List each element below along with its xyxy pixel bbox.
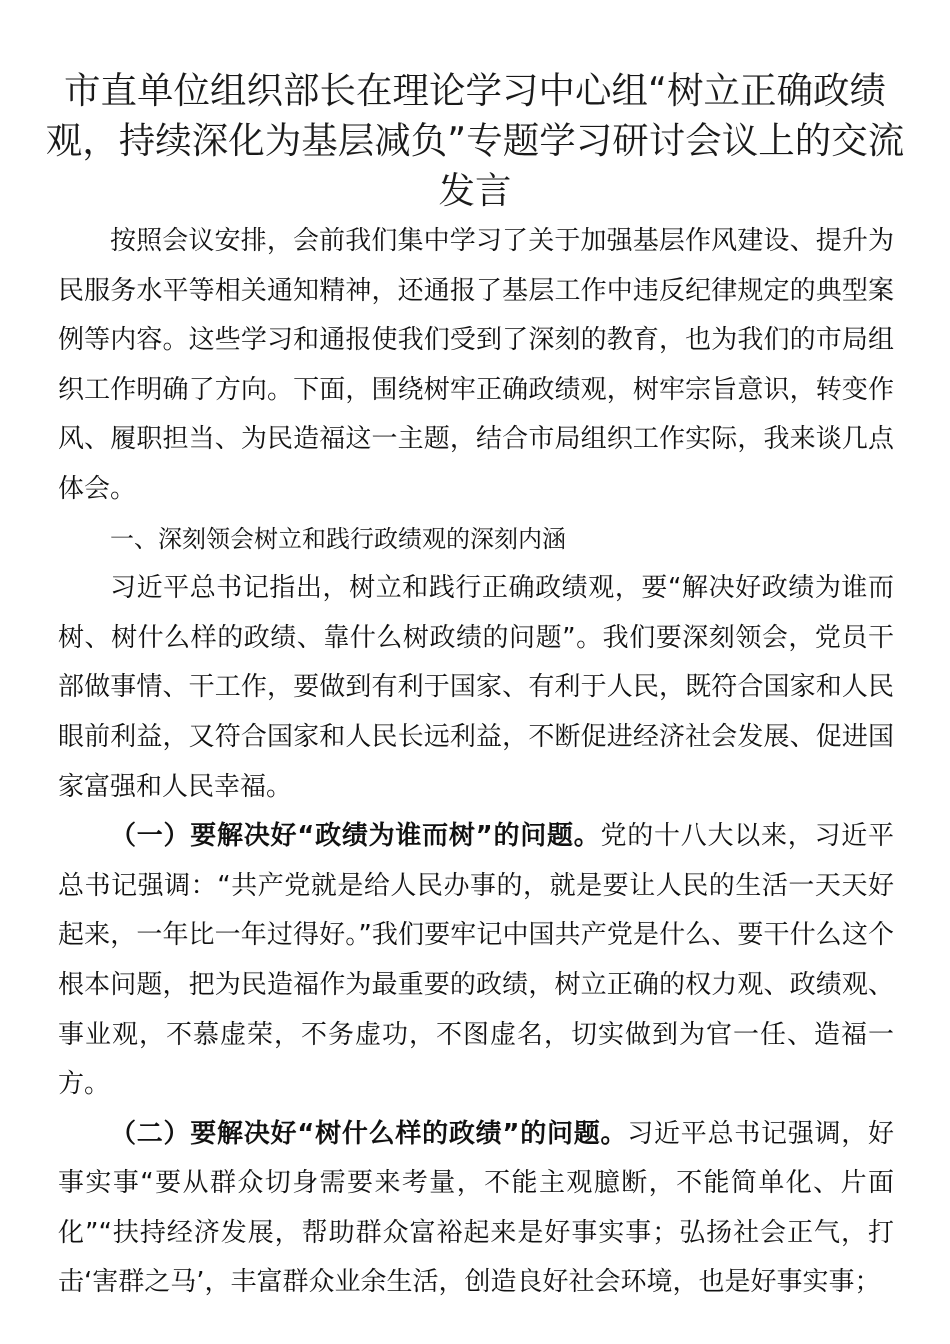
point-one-paragraph — [58, 812, 894, 1110]
point-two-text: 习近平总书记强调，好事实事“要从群众切身需要来考量，不能主观臆断，不能简单化、片面化”“扶持经济发展，帮助群众富裕起来是好事实事；弘扬社会正气，打击‘害群之马’，丰富群众业余生活，创造良好社会环境，也是好事实事； — [58, 1118, 894, 1298]
point-two-paragraph — [58, 1110, 894, 1308]
point-one-heading: （一）要解决好“政绩为谁而树”的问题。 — [110, 821, 601, 852]
intro-paragraph: 按照会议安排，会前我们集中学习了关于加强基层作风建设、提升为民服务水平等相关通知精神，还通报了基层工作中违反纪律规定的典型案例等内容。这些学习和通报使我们受到了深刻的教育，也为我们的市局组织工作明确了方向。下面，围绕树牢正确政绩观，树牢宗旨意识，转变作风、履职担当、为民造福这一主题，结合市局组织工作实际，我来谈几点体会。 — [58, 226, 894, 504]
document-body — [58, 217, 894, 1308]
section-paragraph: 习近平总书记指出，树立和践行正确政绩观，要“解决好政绩为谁而树、树什么样的政绩、靠什么树政绩的问题”。我们要深刻领会，党员干部做事情、干工作，要做到有利于国家、有利于人民，既符合国家和人民眼前利益，又符合国家和人民长远利益，不断促进经济社会发展、促进国家富强和人民幸福。 — [58, 573, 894, 802]
section-heading: 一、深刻领会树立和践行政绩观的深刻内涵 — [110, 524, 566, 553]
point-two-heading: （二）要解决好“树什么样的政绩”的问题。 — [110, 1118, 628, 1149]
point-one-text: 党的十八大以来，习近平总书记强调：“共产党就是给人民办事的，就是要让人民的生活一天天好起来，一年比一年过得好。”我们要牢记中国共产党是什么、要干什么这个根本问题，把为民造福作为最重要的政绩，树立正确的权力观、政绩观、事业观，不慕虚荣，不务虚功，不图虚名，切实做到为官一任、造福一方。 — [58, 821, 894, 1100]
document-title: 市直单位组织部长在理论学习中心组“树立正确政绩观，持续深化为基层减负”专题学习研讨会议上的交流发言 — [45, 69, 905, 212]
